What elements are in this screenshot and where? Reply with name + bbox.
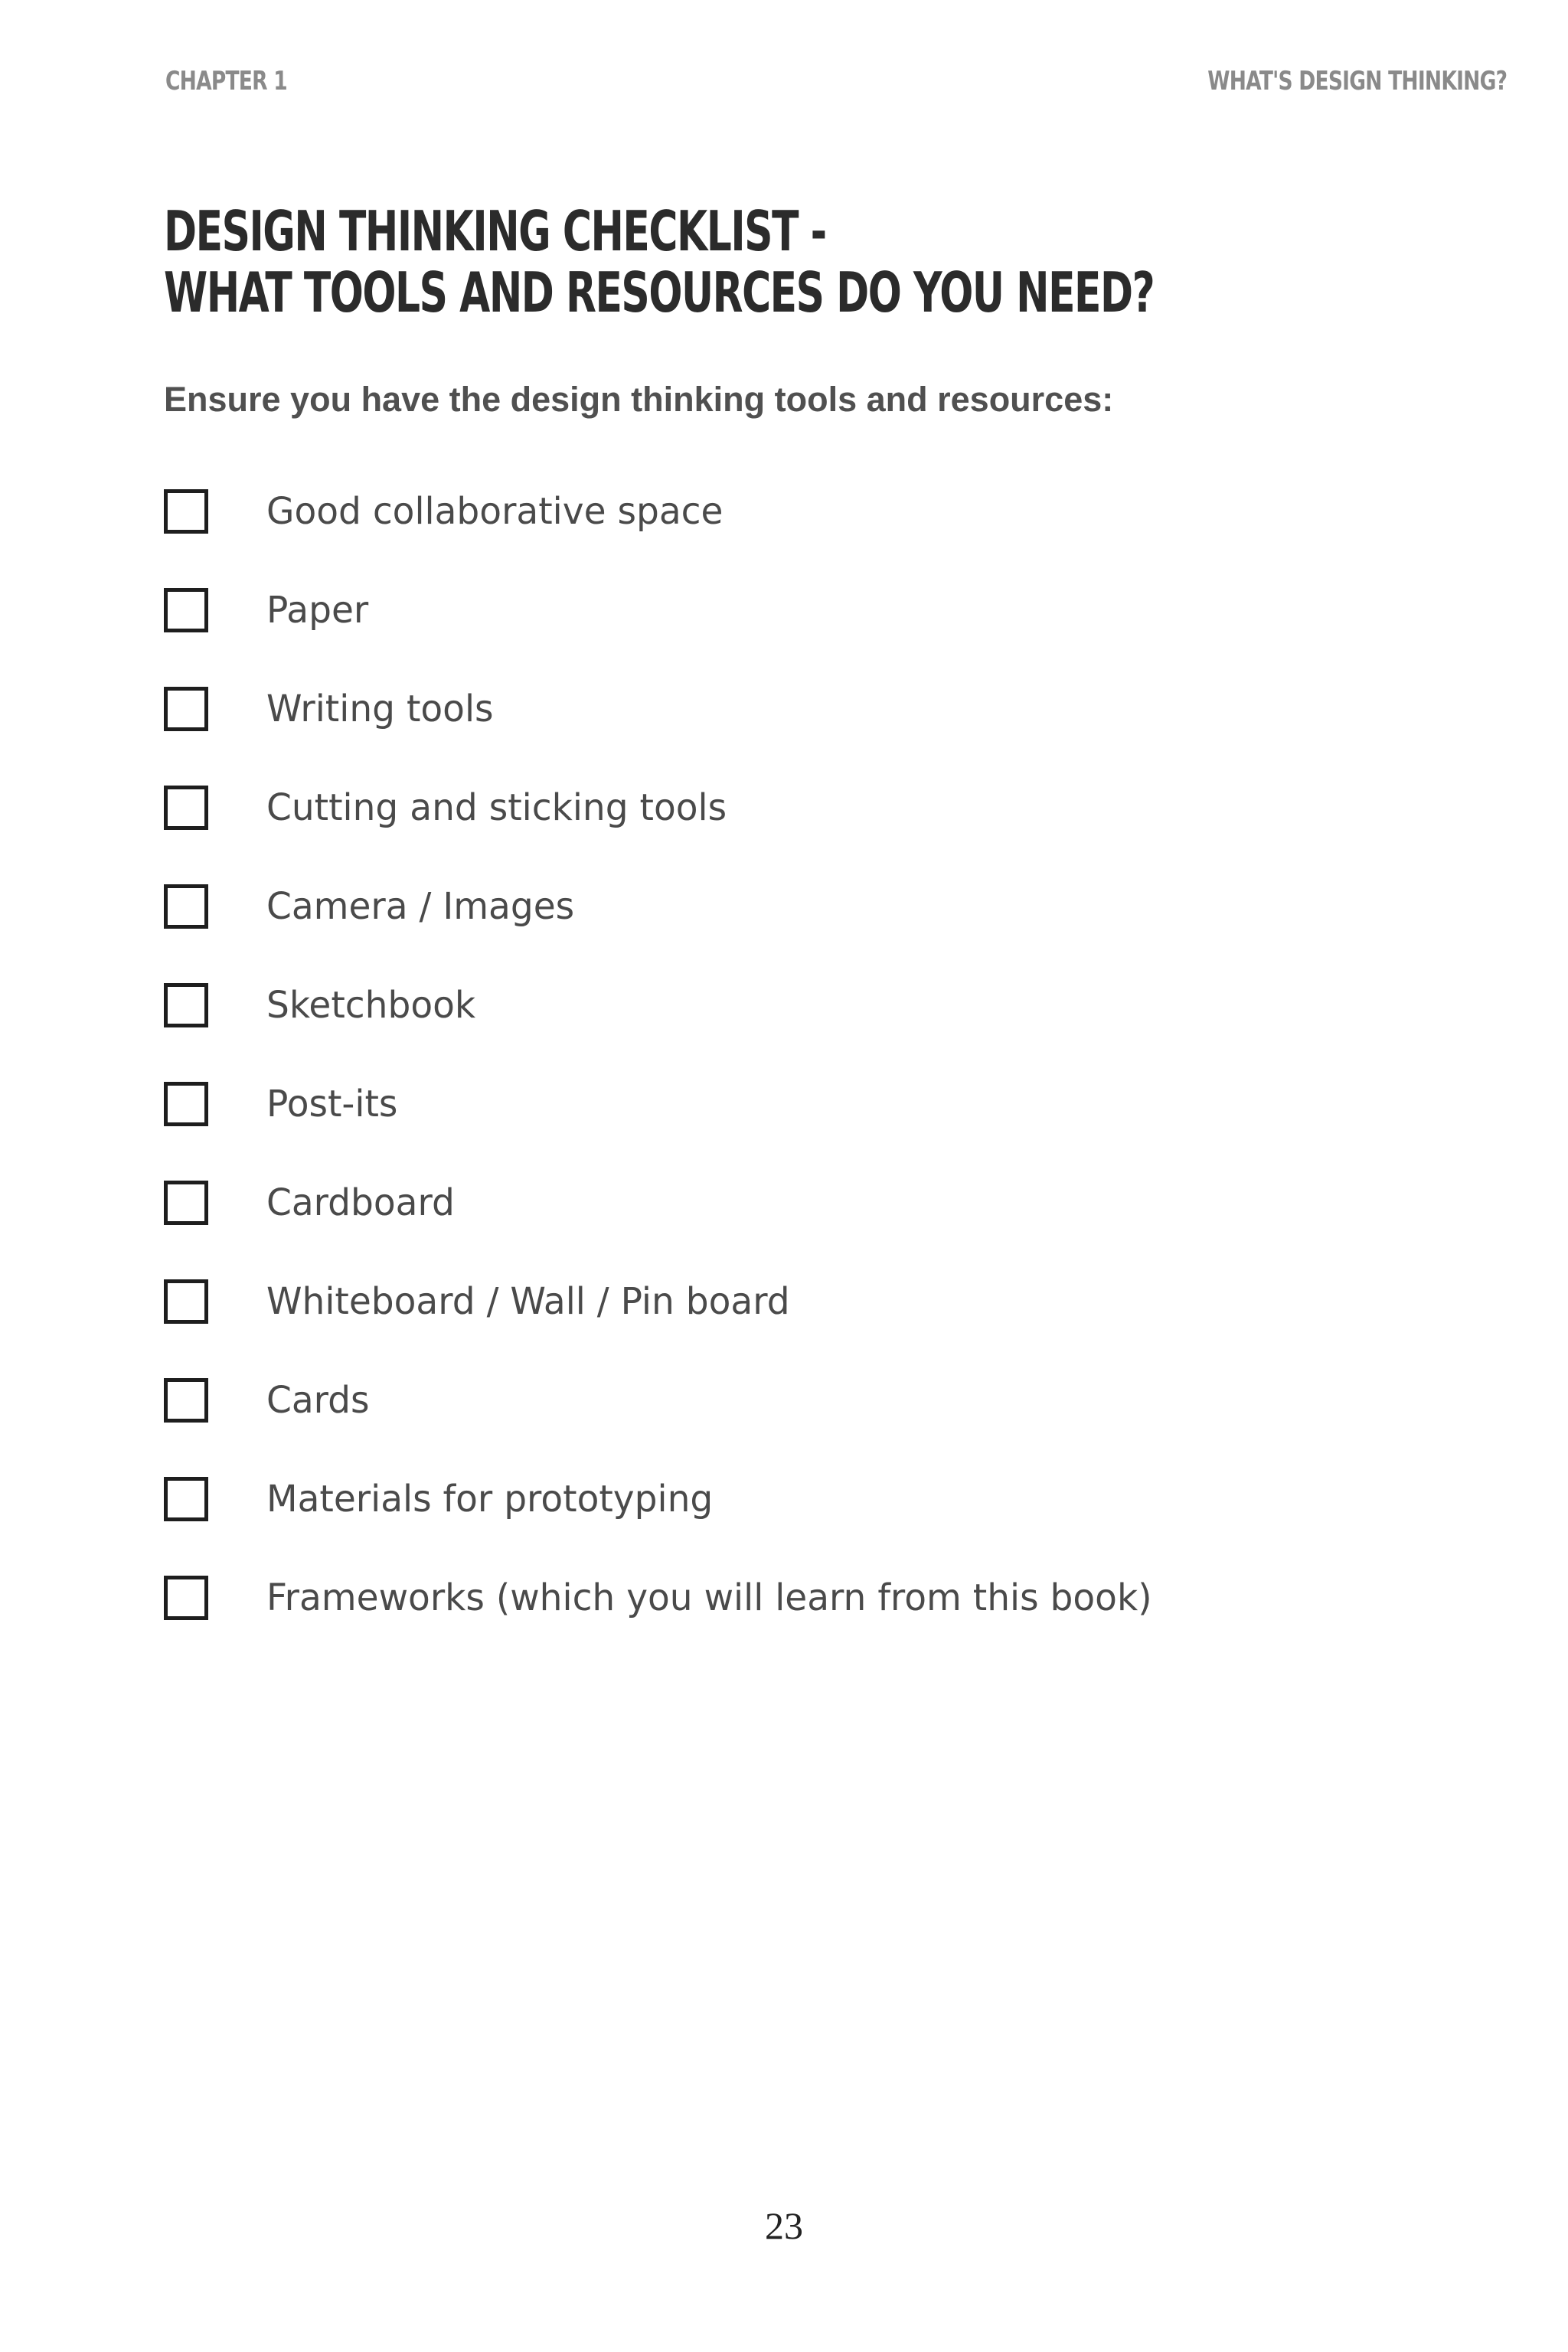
checklist-item-label: Whiteboard / Wall / Pin board [266, 1280, 790, 1323]
checklist-item-label: Materials for prototyping [266, 1478, 714, 1521]
checklist-item[interactable] [164, 1475, 1170, 1524]
page-title [164, 201, 1154, 323]
checkbox[interactable] [164, 983, 208, 1027]
running-head-chapter: CHAPTER 1 [165, 66, 287, 96]
checklist-item[interactable] [164, 1178, 1170, 1227]
checklist-item-label: Frameworks (which you will learn from this book) [266, 1576, 1152, 1619]
checkbox[interactable] [164, 687, 208, 731]
checkbox[interactable] [164, 1576, 208, 1620]
checkbox[interactable] [164, 1082, 208, 1126]
page-number: 23 [765, 2204, 803, 2247]
checklist-item[interactable] [164, 1573, 1170, 1622]
checklist-item[interactable] [164, 1080, 1170, 1129]
checklist-item-label: Paper [266, 589, 369, 632]
checkbox[interactable] [164, 489, 208, 534]
running-head-section: WHAT'S DESIGN THINKING? [1207, 66, 1507, 96]
checkbox[interactable] [164, 1378, 208, 1423]
checkbox[interactable] [164, 1181, 208, 1225]
checklist [164, 487, 1170, 1672]
checklist-item[interactable] [164, 487, 1170, 536]
checklist-item[interactable] [164, 1277, 1170, 1326]
checkbox[interactable] [164, 588, 208, 632]
checklist-item[interactable] [164, 684, 1170, 733]
checklist-item-label: Cardboard [266, 1181, 455, 1224]
checkbox[interactable] [164, 884, 208, 929]
checklist-item[interactable] [164, 783, 1170, 832]
checklist-item[interactable] [164, 882, 1170, 931]
page-title-line-1: DESIGN THINKING CHECKLIST - [164, 199, 826, 263]
intro-text: Ensure you have the design thinking tools and resources: [164, 380, 1114, 419]
page-title-line-2: WHAT TOOLS AND RESOURCES DO YOU NEED? [164, 260, 1155, 325]
checklist-item[interactable] [164, 1376, 1170, 1425]
checklist-item[interactable] [164, 981, 1170, 1030]
checklist-item-label: Cards [266, 1379, 370, 1422]
checklist-item-label: Good collaborative space [266, 490, 724, 533]
checklist-item-label: Sketchbook [266, 984, 476, 1027]
checkbox[interactable] [164, 1279, 208, 1324]
checkbox[interactable] [164, 1477, 208, 1521]
checklist-item-label: Cutting and sticking tools [266, 786, 727, 829]
checklist-item-label: Writing tools [266, 688, 494, 730]
checkbox[interactable] [164, 786, 208, 830]
checklist-item-label: Camera / Images [266, 885, 575, 928]
checklist-item-label: Post-its [266, 1083, 398, 1125]
checklist-item[interactable] [164, 586, 1170, 635]
